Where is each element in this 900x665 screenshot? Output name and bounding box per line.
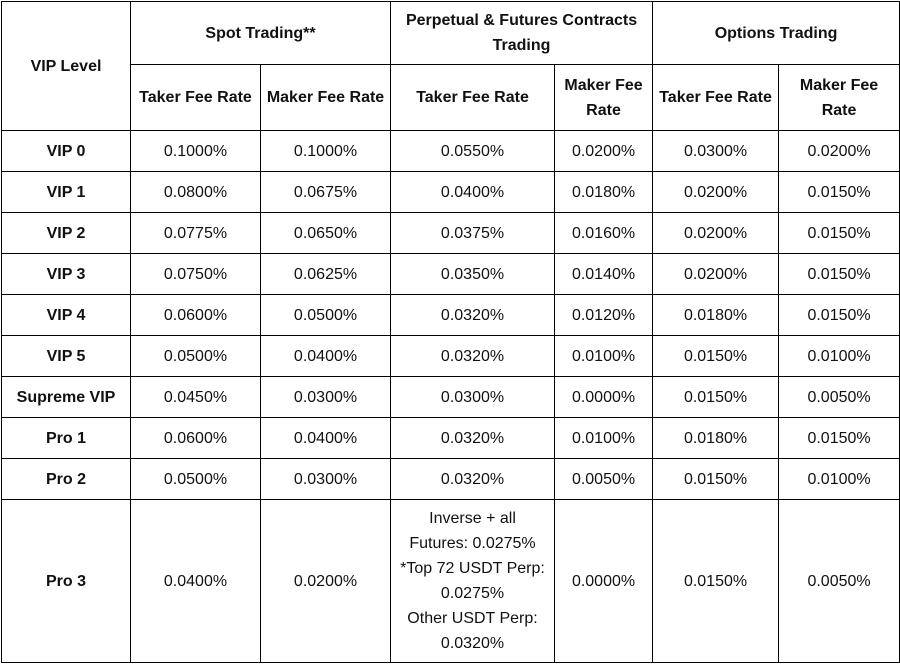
perp-maker-cell: 0.0160% [555, 213, 653, 254]
perp-maker-cell: 0.0100% [555, 418, 653, 459]
header-row-subcolumns [2, 65, 900, 131]
spot-maker-cell: 0.0500% [261, 295, 391, 336]
spot-maker-cell: 0.1000% [261, 131, 391, 172]
options-maker-cell: 0.0050% [779, 500, 900, 663]
perp-taker-cell: 0.0350% [391, 254, 555, 295]
level-cell: Supreme VIP [2, 377, 131, 418]
spot-taker-cell: 0.0750% [131, 254, 261, 295]
spot-taker-cell: 0.0800% [131, 172, 261, 213]
perp-maker-cell: 0.0180% [555, 172, 653, 213]
perp-taker-note-cell [391, 500, 555, 663]
options-maker-cell: 0.0100% [779, 336, 900, 377]
spot-taker-cell: 0.0500% [131, 336, 261, 377]
options-taker-cell: 0.0180% [653, 418, 779, 459]
level-cell: VIP 1 [2, 172, 131, 213]
table-row [2, 213, 900, 254]
table-row-pro3 [2, 500, 900, 663]
perp-maker-cell: 0.0200% [555, 131, 653, 172]
perp-taker-note-line: 0.0275% [440, 585, 505, 602]
spot-maker-cell: 0.0300% [261, 377, 391, 418]
header-options-taker: Taker Fee Rate [653, 65, 779, 131]
options-taker-cell: 0.0150% [653, 459, 779, 500]
options-maker-cell: 0.0150% [779, 213, 900, 254]
header-options-maker: Maker Fee Rate [779, 65, 900, 131]
level-cell: Pro 1 [2, 418, 131, 459]
perp-maker-cell: 0.0120% [555, 295, 653, 336]
level-cell: Pro 2 [2, 459, 131, 500]
table-row [2, 336, 900, 377]
spot-maker-cell: 0.0650% [261, 213, 391, 254]
perp-taker-note-line: Inverse + all [429, 510, 516, 527]
perp-taker-cell: 0.0320% [391, 459, 555, 500]
options-taker-cell: 0.0150% [653, 336, 779, 377]
perp-taker-note-line: Other USDT Perp: [407, 610, 538, 627]
spot-taker-cell: 0.0775% [131, 213, 261, 254]
spot-taker-cell: 0.0500% [131, 459, 261, 500]
table-row [2, 459, 900, 500]
perp-taker-cell: 0.0300% [391, 377, 555, 418]
options-taker-cell: 0.0200% [653, 254, 779, 295]
options-taker-cell: 0.0180% [653, 295, 779, 336]
table-row [2, 172, 900, 213]
perp-maker-cell: 0.0000% [555, 500, 653, 663]
spot-maker-cell: 0.0400% [261, 336, 391, 377]
level-cell: VIP 4 [2, 295, 131, 336]
spot-taker-cell: 0.0450% [131, 377, 261, 418]
spot-taker-cell: 0.0400% [131, 500, 261, 663]
perp-taker-cell: 0.0400% [391, 172, 555, 213]
options-taker-cell: 0.0150% [653, 377, 779, 418]
table-row [2, 377, 900, 418]
header-options-trading: Options Trading [653, 2, 900, 65]
options-maker-cell: 0.0200% [779, 131, 900, 172]
perp-maker-cell: 0.0100% [555, 336, 653, 377]
header-row-groups [2, 2, 900, 65]
level-cell: VIP 2 [2, 213, 131, 254]
spot-taker-cell: 0.0600% [131, 295, 261, 336]
header-perp-maker: Maker Fee Rate [555, 65, 653, 131]
header-spot-maker: Maker Fee Rate [261, 65, 391, 131]
perp-maker-cell: 0.0050% [555, 459, 653, 500]
spot-maker-cell: 0.0625% [261, 254, 391, 295]
options-maker-cell: 0.0150% [779, 295, 900, 336]
perp-taker-cell: 0.0320% [391, 418, 555, 459]
perp-taker-note-line: Futures: 0.0275% [409, 535, 536, 552]
spot-taker-cell: 0.1000% [131, 131, 261, 172]
table-row [2, 418, 900, 459]
options-maker-cell: 0.0150% [779, 172, 900, 213]
spot-maker-cell: 0.0675% [261, 172, 391, 213]
level-cell: VIP 0 [2, 131, 131, 172]
spot-taker-cell: 0.0600% [131, 418, 261, 459]
options-taker-cell: 0.0150% [653, 500, 779, 663]
header-vip-level: VIP Level [2, 2, 131, 131]
header-perp-taker: Taker Fee Rate [391, 65, 555, 131]
table-row [2, 131, 900, 172]
perp-taker-cell: 0.0550% [391, 131, 555, 172]
perp-taker-cell: 0.0320% [391, 295, 555, 336]
spot-maker-cell: 0.0300% [261, 459, 391, 500]
perp-taker-note-line: *Top 72 USDT Perp: [400, 560, 545, 577]
options-maker-cell: 0.0150% [779, 418, 900, 459]
options-taker-cell: 0.0300% [653, 131, 779, 172]
level-cell: VIP 5 [2, 336, 131, 377]
perp-taker-note-line: 0.0320% [440, 635, 505, 652]
perp-maker-cell: 0.0140% [555, 254, 653, 295]
options-taker-cell: 0.0200% [653, 213, 779, 254]
options-maker-cell: 0.0150% [779, 254, 900, 295]
spot-maker-cell: 0.0200% [261, 500, 391, 663]
table-row [2, 295, 900, 336]
level-cell: VIP 3 [2, 254, 131, 295]
fee-rate-table [1, 1, 900, 663]
header-spot-trading: Spot Trading** [131, 2, 391, 65]
options-maker-cell: 0.0050% [779, 377, 900, 418]
header-spot-taker: Taker Fee Rate [131, 65, 261, 131]
spot-maker-cell: 0.0400% [261, 418, 391, 459]
level-cell: Pro 3 [2, 500, 131, 663]
table-row [2, 254, 900, 295]
options-taker-cell: 0.0200% [653, 172, 779, 213]
perp-taker-cell: 0.0375% [391, 213, 555, 254]
header-perpetual-futures: Perpetual & Futures Contracts Trading [391, 2, 653, 65]
perp-taker-cell: 0.0320% [391, 336, 555, 377]
perp-maker-cell: 0.0000% [555, 377, 653, 418]
options-maker-cell: 0.0100% [779, 459, 900, 500]
